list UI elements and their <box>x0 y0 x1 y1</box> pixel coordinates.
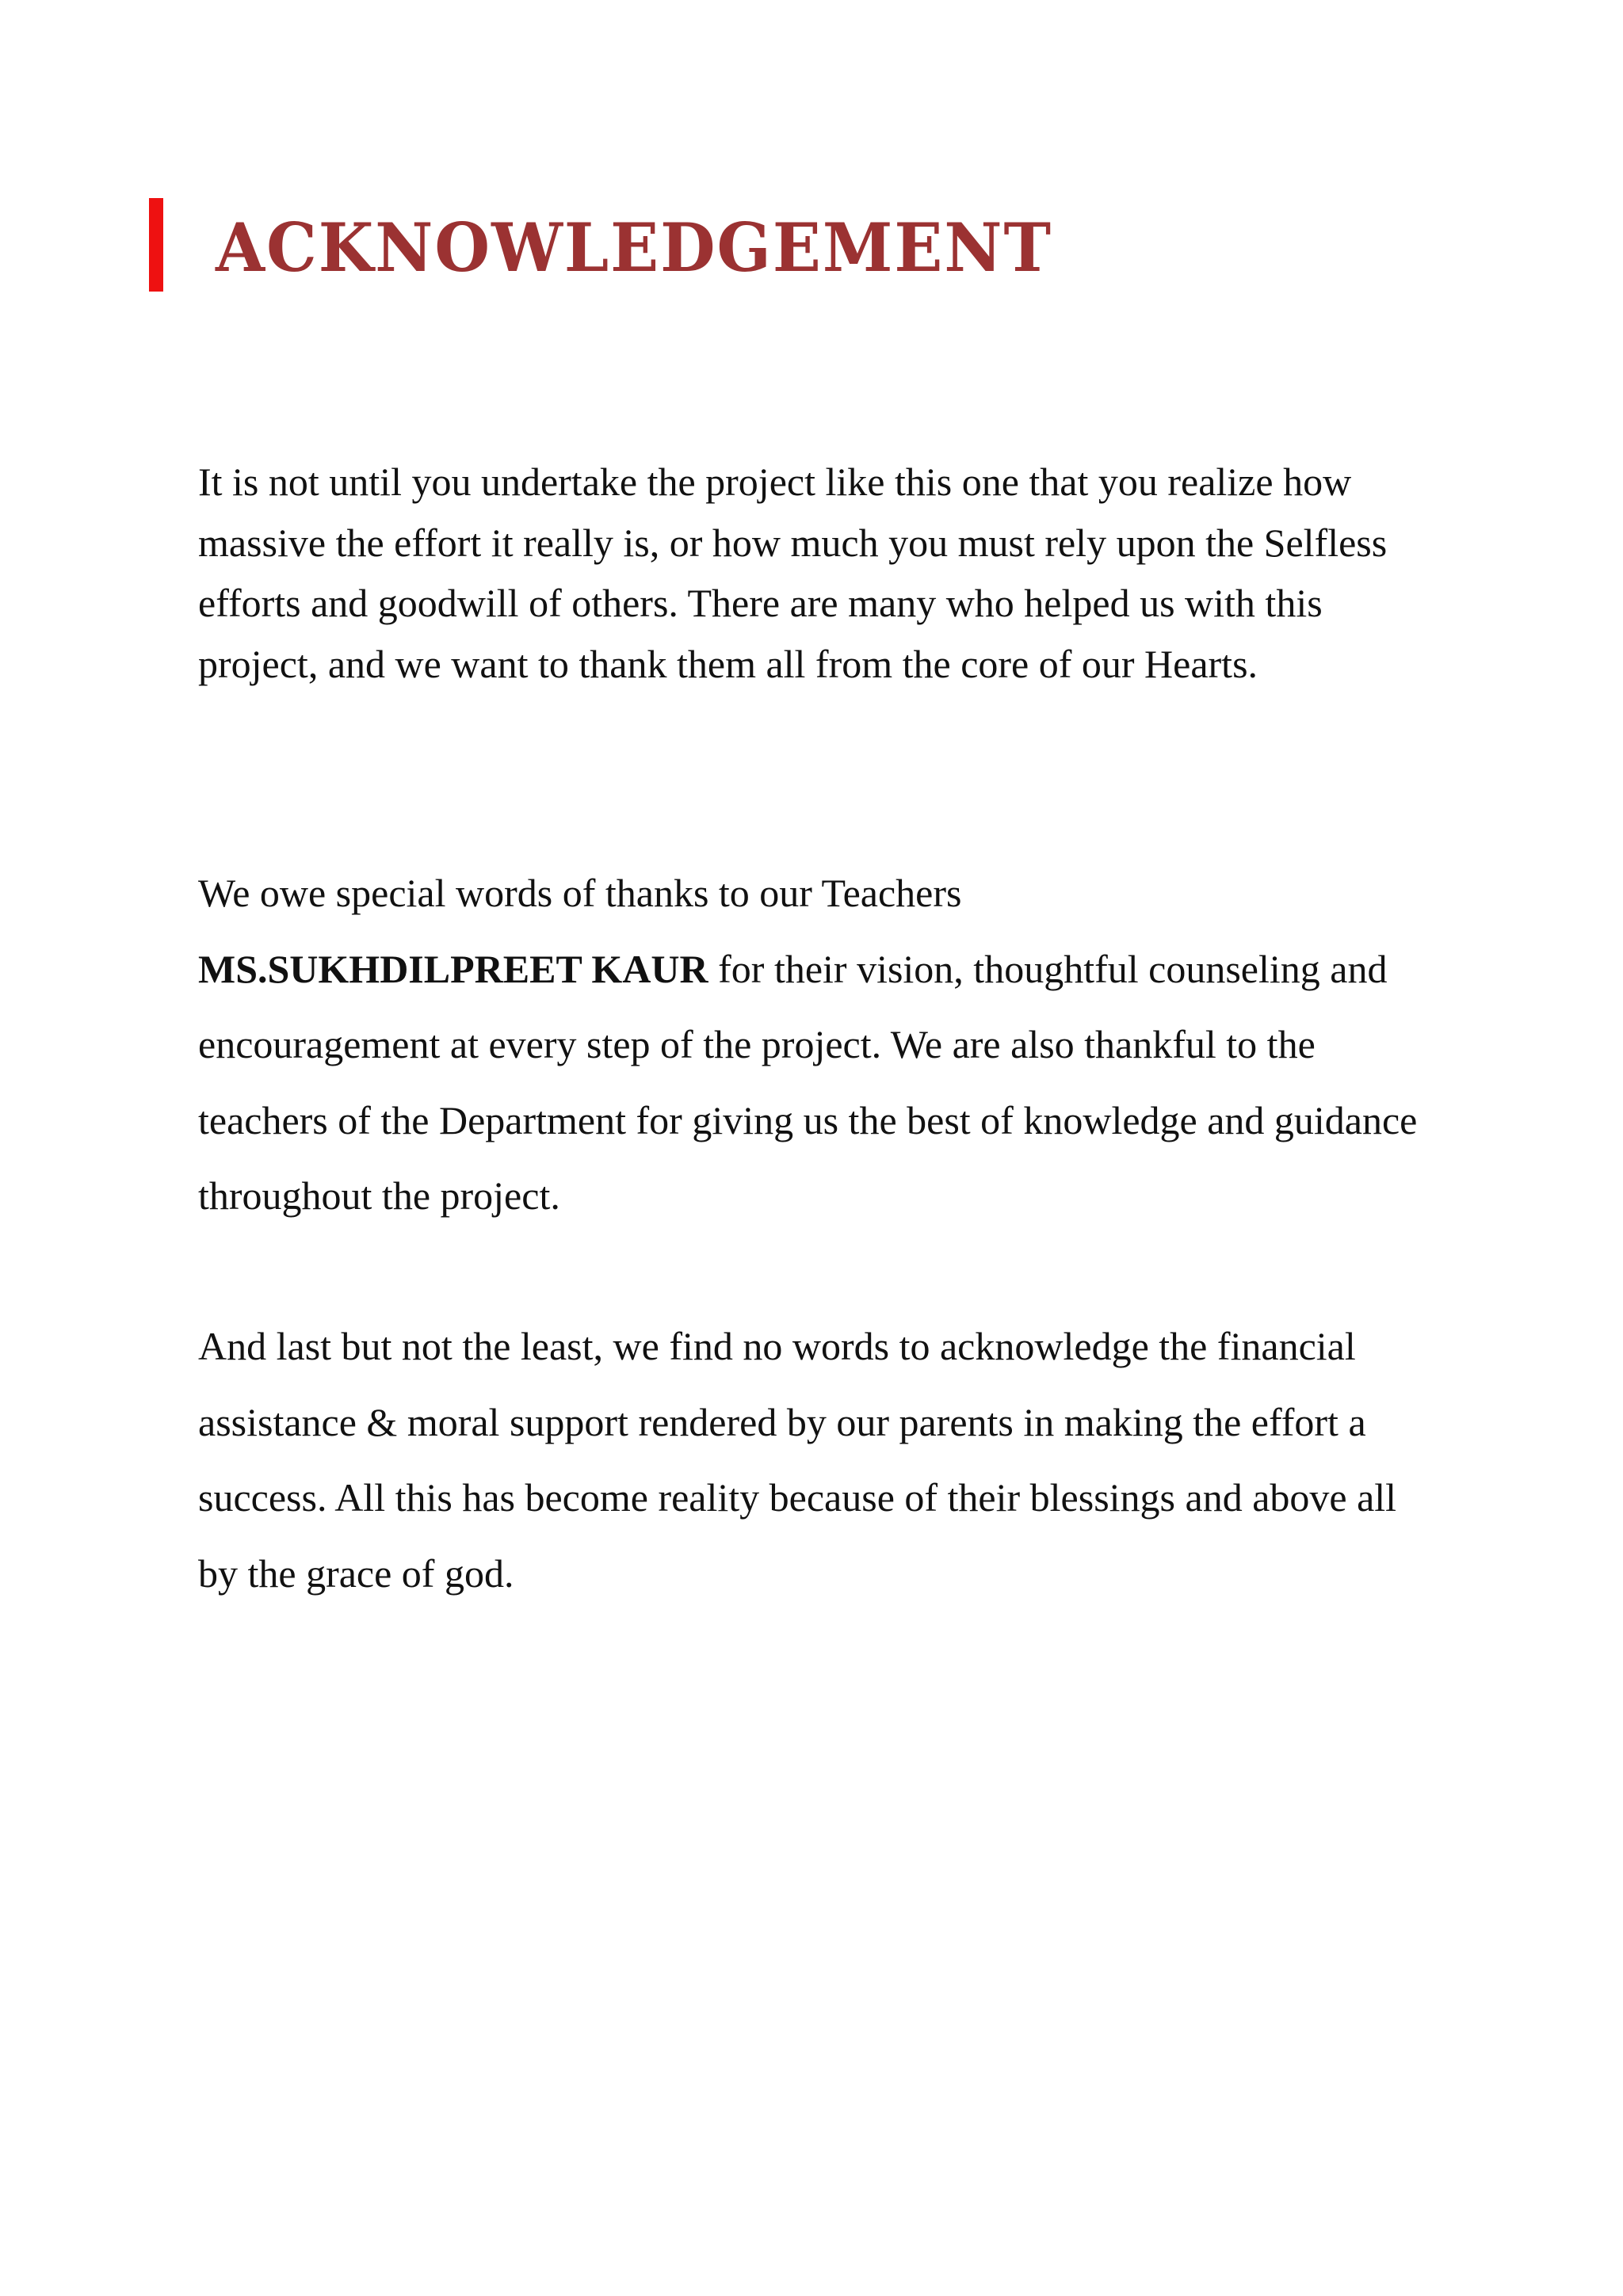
paragraph-parents-thanks <box>198 1309 1434 1611</box>
paragraph-intro-text: It is not until you undertake the project like this one that you realize how massive the effort it really is, or how much you must rely upon the Selfless efforts and goodwill of others. There are many who helped us with this project, and we want to thank them all from the core of our Hearts. <box>198 460 1388 686</box>
paragraph-teacher-text-before: We owe special words of thanks to our Teachers <box>198 871 962 915</box>
title-accent-bar <box>149 198 163 292</box>
paragraph-teacher-thanks <box>198 856 1434 1234</box>
teacher-name: MS.SUKHDILPREET KAUR <box>198 946 708 991</box>
paragraph-parents-text: And last but not the least, we find no words to acknowledge the financial assistance & moral support rendered by our parents in making the effort a success. All this has become reality because of their blessings and above all by the grace of god. <box>198 1324 1397 1596</box>
paragraph-teacher-text-after: for their vision, thoughtful counseling and encouragement at every step of the project. We are also thankful to the teachers of the Department for giving us the best of knowledge and guidance throughout the project. <box>198 946 1418 1218</box>
page-title: ACKNOWLEDGEMENT <box>216 208 1053 287</box>
paragraph-intro <box>198 452 1434 694</box>
